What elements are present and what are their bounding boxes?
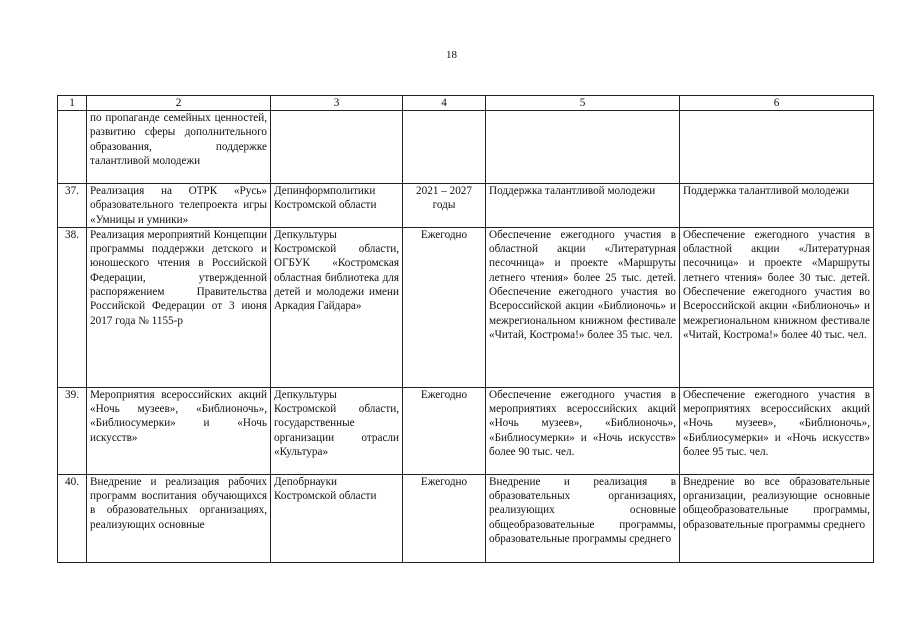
event-cell: Мероприятия всероссийских акций «Ночь музеев», «Библионочь», «Библиосумерки» и «Ночь искусств»: [87, 387, 271, 474]
row-number: 37.: [58, 184, 87, 228]
table-row: [58, 474, 874, 562]
result-cell: Внедрение и реализация в образовательных организациях, реализующих основные общеобразовательные программы, образовательные программы среднего: [486, 474, 680, 562]
column-header: 1: [58, 96, 87, 111]
executor-cell: Депкультуры Костромской области, ОГБУК «Костромская областная библиотека для детей и молодежи имени Аркадия Гайдара»: [271, 227, 403, 387]
column-header: 6: [680, 96, 874, 111]
table-row: [58, 184, 874, 228]
row-number: 39.: [58, 387, 87, 474]
result-cell: Внедрение во все образовательные организации, реализующие основные общеобразовательные программы, образовательные программы среднего: [680, 474, 874, 562]
result-cell: Обеспечение ежегодного участия в областной акции «Литературная песочница» и проекте «Маршруты летнего чтения» более 25 тыс. детей. Обеспечение ежегодного участия во Всероссийской акции «Библионочь» и межрегиональном книжном фестивале «Читай, Кострома!» более 35 тыс. чел.: [486, 227, 680, 387]
page-number: 18: [446, 49, 457, 61]
period-cell: [403, 111, 486, 184]
column-header: 2: [87, 96, 271, 111]
result-cell: Обеспечение ежегодного участия в областной акции «Литературная песочница» и проекте «Маршруты летнего чтения» более 30 тыс. детей. Обеспечение ежегодного участия во Всероссийской акции «Библионочь» и межрегиональном книжном фестивале «Читай, Кострома!» более 40 тыс. чел.: [680, 227, 874, 387]
period-cell: Ежегодно: [403, 227, 486, 387]
row-number: 38.: [58, 227, 87, 387]
column-header: 5: [486, 96, 680, 111]
column-header: 4: [403, 96, 486, 111]
table-row: [58, 111, 874, 184]
event-cell: Реализация мероприятий Концепции программы поддержки детского и юношеского чтения в Российской Федерации, утвержденной распоряжением Правительства Российской Федерации от 3 июня 2017 года № 1155-р: [87, 227, 271, 387]
row-number: [58, 111, 87, 184]
result-cell: Обеспечение ежегодного участия в мероприятиях всероссийских акций «Ночь музеев», «Библионочь», «Библиосумерки» и «Ночь искусств» более 95 тыс. чел.: [680, 387, 874, 474]
result-cell: Поддержка талантливой молодежи: [680, 184, 874, 228]
result-cell: [680, 111, 874, 184]
column-header: 3: [271, 96, 403, 111]
result-cell: Поддержка талантливой молодежи: [486, 184, 680, 228]
executor-cell: [271, 111, 403, 184]
period-cell: 2021 – 2027 годы: [403, 184, 486, 228]
event-cell: по пропаганде семейных ценностей, развитию сферы дополнительного образования, поддержке талантливой молодежи: [87, 111, 271, 184]
table-header-row: [58, 96, 874, 111]
row-number: 40.: [58, 474, 87, 562]
result-cell: [486, 111, 680, 184]
measures-table: [57, 95, 874, 563]
period-cell: Ежегодно: [403, 474, 486, 562]
table-row: [58, 227, 874, 387]
result-cell: Обеспечение ежегодного участия в мероприятиях всероссийских акций «Ночь музеев», «Библионочь», «Библиосумерки» и «Ночь искусств» более 90 тыс. чел.: [486, 387, 680, 474]
table-row: [58, 387, 874, 474]
event-cell: Реализация на ОТРК «Русь» образовательного телепроекта игры «Умницы и умники»: [87, 184, 271, 228]
executor-cell: Депкультуры Костромской области, государственные организации отрасли «Культура»: [271, 387, 403, 474]
executor-cell: Депобрнауки Костромской области: [271, 474, 403, 562]
executor-cell: Депинформполитики Костромской области: [271, 184, 403, 228]
period-cell: Ежегодно: [403, 387, 486, 474]
event-cell: Внедрение и реализация рабочих программ воспитания обучающихся в образовательных организациях, реализующих основные: [87, 474, 271, 562]
